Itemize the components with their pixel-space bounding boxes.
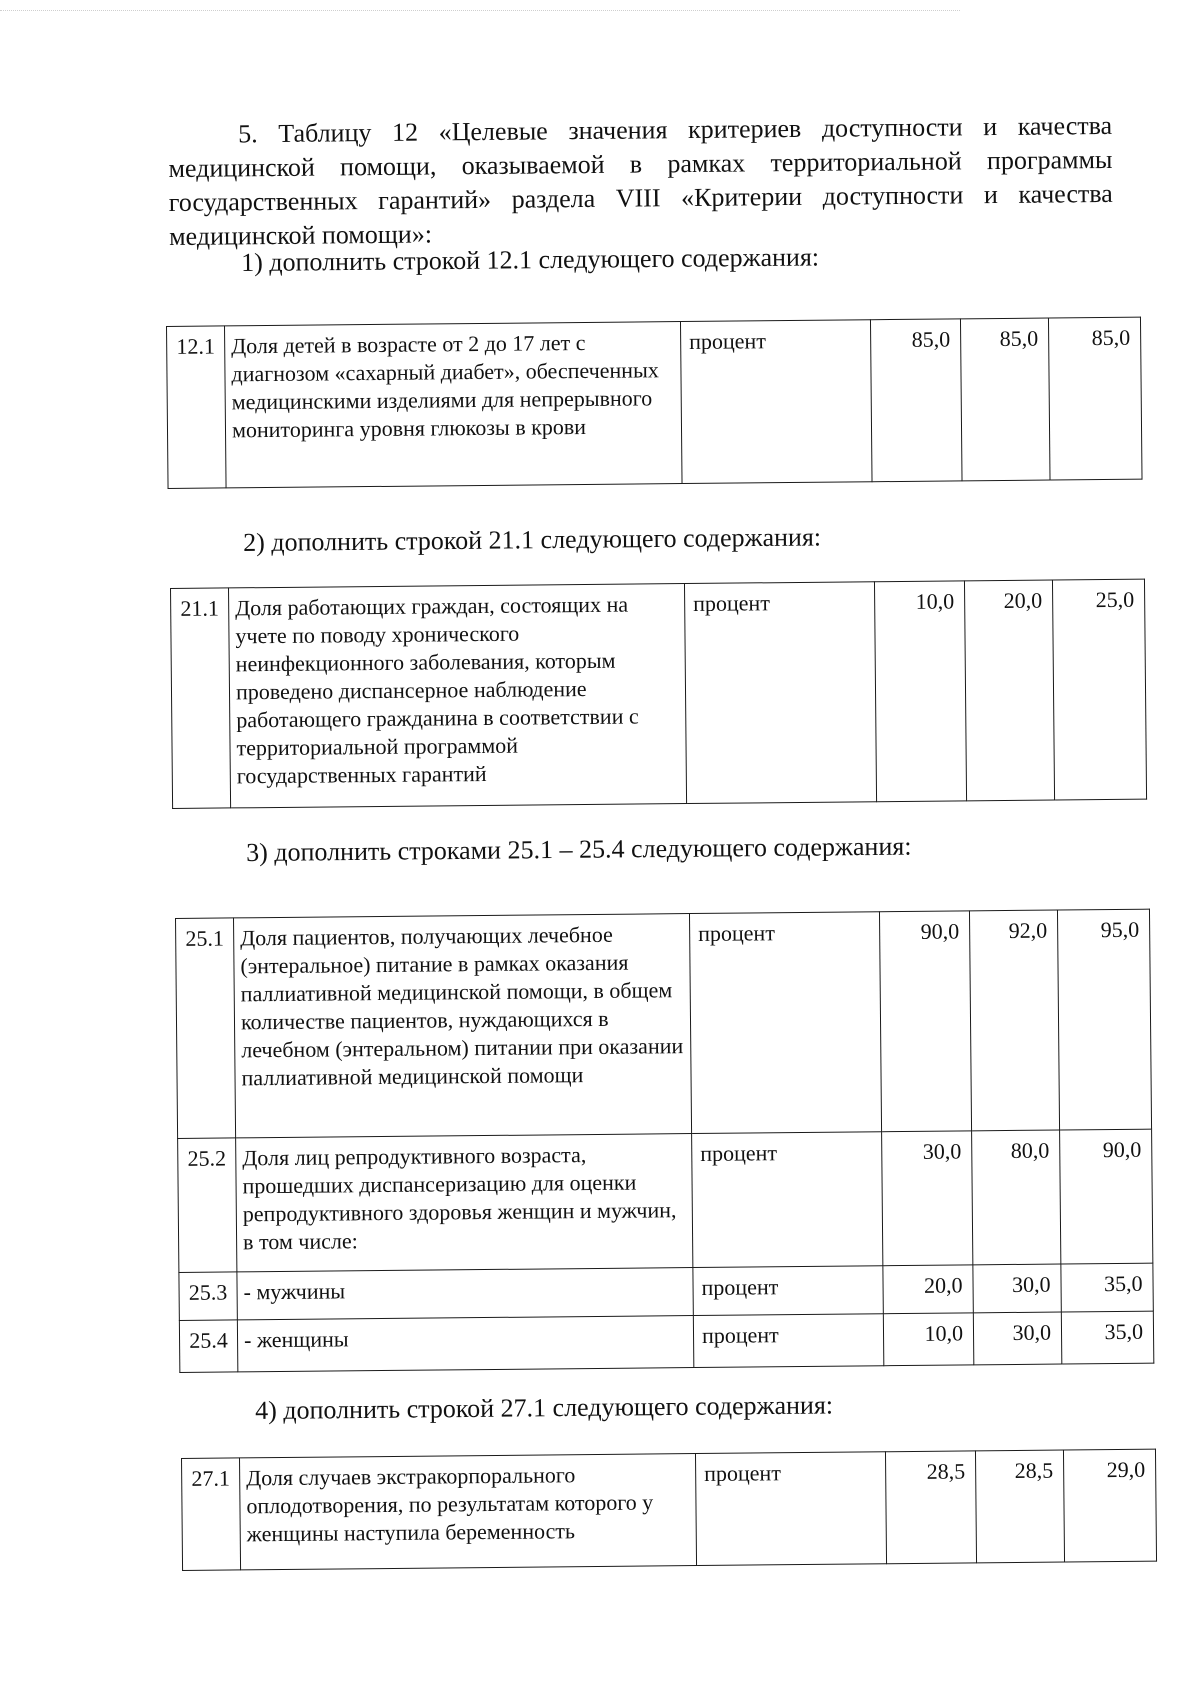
section-heading-1: 1) дополнить строкой 12.1 следующего содержания: bbox=[241, 242, 820, 277]
table-row bbox=[178, 1129, 1153, 1272]
section-heading-4: 4) дополнить строкой 27.1 следующего содержания: bbox=[255, 1390, 834, 1425]
section-heading-2: 2) дополнить строкой 21.1 следующего содержания: bbox=[243, 522, 822, 557]
row-value-2: 30,0 bbox=[973, 1312, 1061, 1365]
row-number: 25.3 bbox=[179, 1272, 237, 1321]
row-unit: процент bbox=[693, 1266, 883, 1316]
row-description: Доля случаев экстракорпорального оплодотворения, по результатам которого у женщины наступила беременность bbox=[240, 1454, 697, 1570]
row-value-2: 85,0 bbox=[960, 318, 1050, 481]
row-value-3: 85,0 bbox=[1048, 317, 1142, 480]
row-value-3: 90,0 bbox=[1060, 1129, 1153, 1264]
row-description: Доля работающих граждан, состоящих на учете по поводу хронического неинфекционного заболевания, которым проведено диспансерное наблюдение работающего гражданина в соответствии с территориальной программой государственных гарантий bbox=[229, 584, 687, 808]
table-row bbox=[182, 1449, 1157, 1570]
row-value-2: 20,0 bbox=[964, 580, 1054, 801]
row-description: - мужчины bbox=[237, 1268, 693, 1320]
row-value-3: 35,0 bbox=[1061, 1263, 1153, 1312]
table-section-3 bbox=[175, 909, 1154, 1373]
row-unit: процент bbox=[680, 320, 872, 484]
row-description: Доля лиц репродуктивного возраста, прошедших диспансеризацию для оценки репродуктивного здоровья женщин и мужчин, в том числе: bbox=[236, 1134, 693, 1272]
row-value-1: 30,0 bbox=[882, 1131, 973, 1266]
row-value-3: 95,0 bbox=[1057, 909, 1151, 1130]
row-number: 25.2 bbox=[178, 1138, 237, 1273]
row-value-1: 85,0 bbox=[870, 319, 962, 482]
row-description: Доля детей в возрасте от 2 до 17 лет с диагнозом «сахарный диабет», обеспеченных медицинскими изделиями для непрерывного мониторинга уровня глюкозы в крови bbox=[225, 322, 683, 488]
table-row bbox=[176, 909, 1152, 1138]
row-description: Доля пациентов, получающих лечебное (энтеральное) питание в рамках оказания паллиативной медицинской помощи, в общем количестве пациентов, нуждающихся в лечебном (энтеральном) питании при оказании паллиативной медицинской помощи bbox=[234, 914, 692, 1138]
row-value-1: 28,5 bbox=[885, 1451, 976, 1564]
row-unit: процент bbox=[684, 582, 876, 804]
row-description: - женщины bbox=[237, 1316, 693, 1372]
intro-paragraph bbox=[168, 109, 1113, 254]
table-section-2 bbox=[170, 579, 1147, 809]
row-value-1: 90,0 bbox=[879, 911, 971, 1132]
table-section-1 bbox=[166, 317, 1143, 489]
row-unit: процент bbox=[693, 1314, 883, 1368]
row-value-2: 92,0 bbox=[969, 910, 1059, 1131]
row-number: 12.1 bbox=[167, 326, 227, 489]
row-value-1: 10,0 bbox=[883, 1313, 973, 1366]
row-unit: процент bbox=[695, 1452, 886, 1566]
row-value-3: 25,0 bbox=[1052, 579, 1146, 800]
section-heading-3: 3) дополнить строками 25.1 – 25.4 следующего содержания: bbox=[246, 831, 912, 867]
row-value-1: 10,0 bbox=[874, 581, 966, 802]
scan-edge-line bbox=[0, 10, 960, 11]
row-value-2: 28,5 bbox=[975, 1450, 1064, 1563]
row-number: 27.1 bbox=[182, 1458, 241, 1571]
intro-text: 5. Таблицу 12 «Целевые значения критериев доступности и качества медицинской помощи, оказываемой в рамках территориальной программы государственных гарантий» раздела VIII «Критерии доступности и качества медицинской помощи»: bbox=[168, 110, 1113, 251]
row-value-3: 35,0 bbox=[1061, 1311, 1153, 1364]
table-row bbox=[179, 1311, 1153, 1372]
row-value-1: 20,0 bbox=[883, 1265, 973, 1314]
row-number: 25.4 bbox=[179, 1320, 237, 1373]
row-value-2: 30,0 bbox=[973, 1264, 1061, 1313]
row-number: 25.1 bbox=[176, 918, 236, 1139]
table-section-4 bbox=[181, 1449, 1157, 1571]
row-value-2: 80,0 bbox=[972, 1130, 1061, 1265]
row-unit: процент bbox=[692, 1132, 883, 1268]
row-value-3: 29,0 bbox=[1063, 1449, 1156, 1562]
row-number: 21.1 bbox=[171, 588, 231, 809]
table-row bbox=[167, 317, 1143, 488]
table-row bbox=[171, 579, 1147, 808]
row-unit: процент bbox=[689, 912, 881, 1134]
